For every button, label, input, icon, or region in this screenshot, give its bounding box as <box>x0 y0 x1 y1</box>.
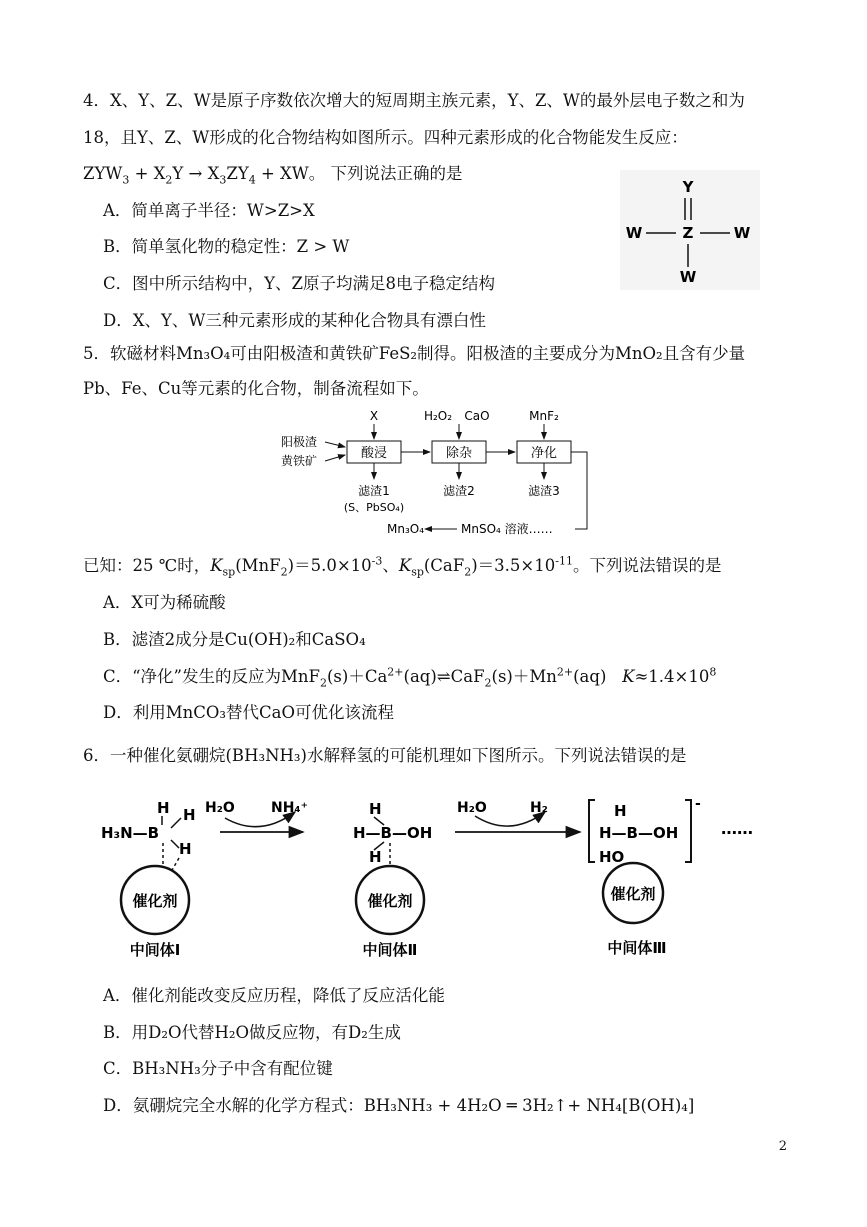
flow-input-anode-slag: 阳极渣 <box>281 435 318 449</box>
mechanism-ellipsis: …… <box>721 819 753 838</box>
q4-option-a[interactable]: A．简单离子半径：W>Z>X <box>103 201 315 220</box>
q4-stem-line2: 18，且Y、Z、W形成的化合物结构如图所示。四种元素形成的化合物能发生反应： <box>83 128 688 147</box>
q4-reaction-equation: $ZYW_3 + X_2Y \to X_3ZY_4$ + XW <box>83 164 309 187</box>
atom-label: H—B—OH <box>599 824 679 842</box>
intermediate-3-label: 中间体Ⅲ <box>607 939 667 957</box>
q4-atom-bottom: W <box>679 268 697 286</box>
atom-label: H <box>179 840 192 858</box>
flow-residue-3: 滤渣3 <box>528 484 560 498</box>
svg-text:净化: 净化 <box>530 446 558 461</box>
atom-label: H <box>614 802 627 820</box>
step2-product: H₂ <box>530 800 548 816</box>
q6-option-a[interactable]: A．催化剂能改变反应历程，降低了反应活化能 <box>103 986 445 1005</box>
q4-structure-figure <box>620 170 760 290</box>
q4-option-d[interactable]: D．X、Y、W三种元素形成的某种化合物具有漂白性 <box>103 311 486 330</box>
flow-residue-1-note: (S、PbSO₄) <box>343 501 405 514</box>
step1-reactant: H₂O <box>205 800 235 816</box>
q5-known-line: 已知：25 ℃时，$K_{sp}(MnF_2)=5.0\times 10^{-3}$、$K_{sp}(CaF_2)=3.5\times 10^{-11}$。下列说法错误的是 <box>83 554 722 579</box>
q4-reaction-line: $ZYW_3 + X_2Y \to X_3ZY_4$ + XW。 下列说法正确的是 <box>83 164 463 187</box>
flow-residue-1: 滤渣1 <box>358 484 390 498</box>
q5-option-a[interactable]: A．X可为稀硫酸 <box>103 593 226 612</box>
q4-atom-top: Y <box>682 178 694 196</box>
flow-reagent-mnf2: MnF₂ <box>529 409 559 423</box>
page-number: 2 <box>778 1139 787 1154</box>
flow-reagent-cao: CaO <box>464 409 490 423</box>
q5-stem-line1: 5．软磁材料Mn₃O₄可由阳极渣和黄铁矿FeS₂制得。阳极渣的主要成分为MnO₂且含有少量 <box>83 344 746 363</box>
q4-stem-line1: 4．X、Y、Z、W是原子序数依次增大的短周期主族元素，Y、Z、W的最外层电子数之和为 <box>83 91 745 110</box>
svg-text:催化剂: 催化剂 <box>610 885 656 903</box>
q5-stem-line2: Pb、Fe、Cu等元素的化合物，制备流程如下。 <box>83 379 429 398</box>
q6-option-b[interactable]: B．用D₂O代替H₂O做反应物，有D₂生成 <box>103 1023 401 1042</box>
q5-flow-chart <box>275 403 605 543</box>
q4-atom-left: W <box>625 224 643 242</box>
step2-reactant: H₂O <box>457 800 487 816</box>
atom-label: HO <box>599 848 625 866</box>
step1-product: NH₄⁺ <box>271 800 308 816</box>
flow-input-pyrite: 黄铁矿 <box>281 454 318 468</box>
q4-option-c[interactable]: C．图中所示结构中，Y、Z原子均满足8电子稳定结构 <box>103 274 495 293</box>
flow-product-mn3o4: Mn₃O₄ <box>387 522 425 536</box>
q6-stem: 6．一种催化氨硼烷(BH₃NH₃)水解释氢的可能机理如下图所示。下列说法错误的是 <box>83 746 687 765</box>
intermediate-2-label: 中间体Ⅱ <box>362 941 418 959</box>
q5-option-c-equation: $MnF_2(s)+Ca^{2+}(aq)\rightleftharpoons CaF_2(s)+Mn^{2+}(aq)$ $K\approx 1.4\times 10^8$ <box>281 665 717 690</box>
flow-reagent-x: X <box>369 409 379 423</box>
flow-residue-2: 滤渣2 <box>443 484 475 498</box>
q5-option-d[interactable]: D．利用MnCO₃替代CaO可优化该流程 <box>103 703 395 722</box>
q4-atom-center: Z <box>682 224 694 242</box>
q4-option-b[interactable]: B．简单氢化物的稳定性：Z > W <box>103 237 350 256</box>
svg-text:酸浸: 酸浸 <box>360 446 388 461</box>
flow-reagent-h2o2: H₂O₂ <box>423 409 453 423</box>
flow-mnso4-solution: MnSO₄ 溶液…… <box>461 522 553 536</box>
q6-option-d[interactable]: D．氨硼烷完全水解的化学方程式：BH₃NH₃ + 4H₂O ═ 3H₂↑+ NH₄[B(OH)₄] <box>103 1096 695 1115</box>
q5-option-c[interactable]: C．“净化”发生的反应为$MnF_2(s)+Ca^{2+}(aq)\rightleftharpoons CaF_2(s)+Mn^{2+}(aq)$ $K\approx 1.4\times 10^8$ <box>103 665 717 690</box>
svg-text:除杂: 除杂 <box>445 446 473 461</box>
anion-charge: - <box>695 796 701 812</box>
atom-label: H <box>183 806 196 824</box>
svg-text:催化剂: 催化剂 <box>367 892 413 910</box>
q6-mechanism-figure <box>95 790 785 970</box>
atom-label: H—B—OH <box>353 824 433 842</box>
ksp-expressions: $K_{sp}(MnF_2)=5.0\times 10^{-3}$、$K_{sp}(CaF_2)=3.5\times 10^{-11}$ <box>210 554 573 579</box>
atom-label: H <box>369 800 382 818</box>
q5-option-b[interactable]: B．滤渣2成分是Cu(OH)₂和CaSO₄ <box>103 630 366 649</box>
svg-text:催化剂: 催化剂 <box>132 892 178 910</box>
intermediate-1-label: 中间体Ⅰ <box>129 941 181 959</box>
atom-label: H₃N—B <box>101 824 160 842</box>
atom-label: H <box>157 799 170 817</box>
atom-label: H <box>369 848 382 866</box>
q6-option-c[interactable]: C．BH₃NH₃分子中含有配位键 <box>103 1059 333 1078</box>
q4-atom-right: W <box>733 224 751 242</box>
